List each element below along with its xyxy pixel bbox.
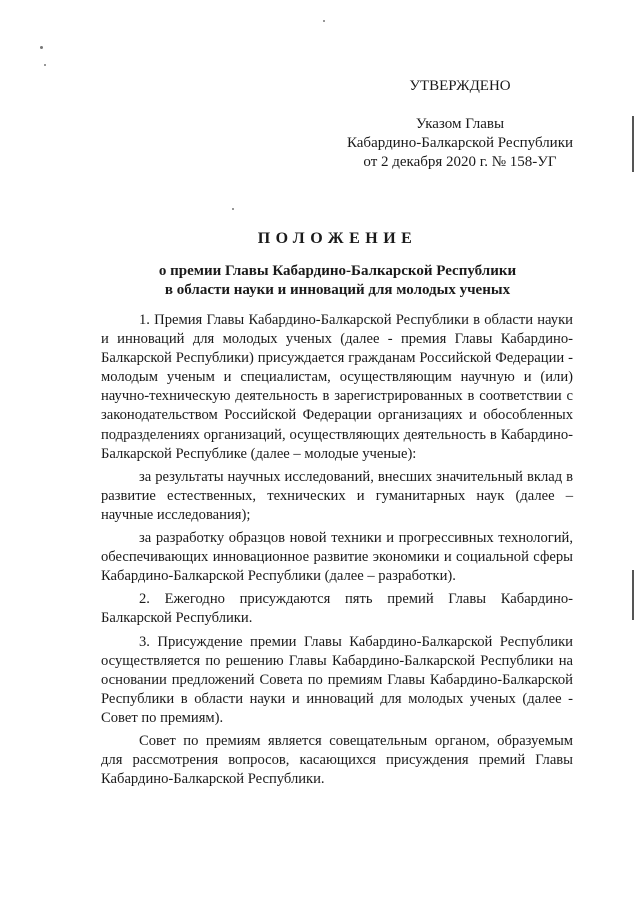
scan-speck: [44, 64, 46, 66]
document-subtitle: [100, 262, 575, 300]
decree-line: Указом Главы: [415, 116, 505, 132]
scan-edge-mark: [632, 116, 634, 172]
paragraph: за результаты научных исследований, внесших значительный вклад в развитие естественных, технических и гуманитарных наук (далее – научные исследования);: [101, 468, 573, 523]
paragraph: Совет по премиям является совещательным органом, образуемым для рассмотрения вопросов, касающихся присуждения премий Главы Кабардино-Балкарской Республики.: [101, 732, 573, 788]
decree-reference: [340, 115, 580, 172]
paragraph: за разработку образцов новой техники и прогрессивных технологий, обеспечивающих инновационное развитие экономики и социальной сферы Кабардино-Балкарской Республики (далее – разработки).: [101, 530, 573, 585]
decree-line: Кабардино-Балкарской Республики: [346, 135, 574, 151]
document-title: ПОЛОЖЕНИЕ: [257, 230, 418, 247]
subtitle-line: о премии Главы Кабардино-Балкарской Республики: [158, 263, 517, 279]
scan-edge-mark: [632, 570, 634, 620]
scan-speck: [232, 208, 234, 210]
paragraph: 3. Присуждение премии Главы Кабардино-Балкарской Республики осуществляется по решению Главы Кабардино-Балкарской Республики на основании предложений Совета по премиям Главы Кабардино-Балкарской Республики в области науки и инноваций для молодых ученых (далее - Совет по премиям).: [101, 633, 573, 726]
paragraph: 1. Премия Главы Кабардино-Балкарской Республики в области науки и инноваций для молодых ученых (далее - премия Главы Кабардино-Балкарской Республики) присуждается гражданам Российской Федерации - молодым ученым и специалистам, осуществляющим научную и (или) научно-техническую деятельность в зарегистрированных в соответствии с законодательством Российской Федерации организациях и обособленных подразделениях организаций, осуществляющих деятельность в Кабардино-Балкарской Республике (далее – молодые ученые):: [101, 312, 573, 462]
approval-stamp-heading: УТВЕРЖДЕНО: [409, 78, 511, 94]
document-body: [101, 311, 573, 789]
scan-speck: [323, 20, 325, 22]
decree-line: от 2 декабря 2020 г. № 158-УГ: [363, 154, 557, 170]
scan-speck: [40, 46, 43, 49]
paragraph: 2. Ежегодно присуждаются пять премий Главы Кабардино-Балкарской Республики.: [101, 591, 573, 627]
subtitle-line: в области науки и инноваций для молодых ученых: [164, 282, 511, 298]
